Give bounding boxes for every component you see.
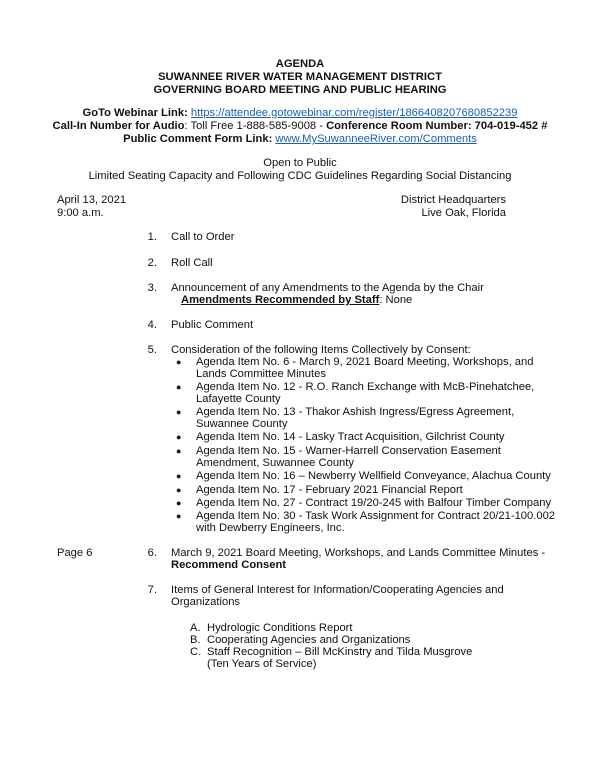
agenda-item-cont: Organizations [171,596,241,608]
comment-link[interactable]: www.MySuwanneeRiver.com/Comments [275,133,477,145]
webinar-label: GoTo Webinar Link: [82,107,188,119]
sub-item: Staff Recognition – Bill McKinstry and Tilda Musgrove [207,646,473,658]
agenda-item: March 9, 2021 Board Meeting, Workshops, and Lands Committee Minutes - [171,547,546,559]
bullet-icon: ● [176,382,182,392]
consent-item-cont: Lafayette County [196,393,281,405]
bullet-icon: ● [176,407,182,417]
consent-item: Agenda Item No. 13 - Thakor Ashish Ingress/Egress Agreement, [196,406,515,418]
webinar-link[interactable]: https://attendee.gotowebinar.com/register/1866408207680852239 [190,107,518,119]
consent-item: Agenda Item No. 15 - Warner-Harrell Conservation Easement [196,445,501,457]
item-number: 7. [147,584,157,596]
sub-item-cont: (Ten Years of Service) [207,658,317,670]
sub-item-letter: C. [190,646,202,658]
item-number: 4. [147,319,157,331]
sub-item-letter: B. [190,634,201,646]
agenda-item: Items of General Interest for Information/Cooperating Agencies and [171,584,504,596]
bullet-icon: ● [176,471,182,481]
agenda-item: Call to Order [171,231,235,243]
page-reference: Page 6 [57,547,93,559]
item-number: 5. [147,344,157,356]
item-number: 6. [147,547,157,559]
location-line1: District Headquarters [400,194,506,206]
consent-item: Agenda Item No. 6 - March 9, 2021 Board Meeting, Workshops, and [196,356,534,368]
meeting-name: GOVERNING BOARD MEETING AND PUBLIC HEARING [153,84,447,96]
amendments-line [181,294,412,307]
conf-number: : 704-019-452 # [467,120,548,132]
bullet-icon: ● [176,511,182,521]
agenda-item: Announcement of any Amendments to the Agenda by the Chair [171,282,484,294]
open-notice: Open to Public [263,157,337,169]
callin-number: : Toll Free 1-888-585-9008 - [184,120,327,132]
consent-item: Agenda Item No. 12 - R.O. Ranch Exchange with McB-Pinehatchee, [196,381,535,393]
callin-line [0,120,600,133]
location-line2: Live Oak, Florida [421,207,506,219]
recommend-consent: Recommend Consent [171,559,286,571]
consent-item-cont: Lands Committee Minutes [196,368,326,380]
agenda-item: Roll Call [171,257,213,269]
sub-item: Cooperating Agencies and Organizations [207,634,411,646]
item-number: 1. [147,231,157,243]
seating-notice: Limited Seating Capacity and Following CDC Guidelines Regarding Social Distancing [88,170,512,182]
meeting-time: 9:00 a.m. [57,207,104,219]
bullet-icon: ● [176,485,182,495]
org-name: SUWANNEE RIVER WATER MANAGEMENT DISTRICT [158,71,442,83]
bullet-icon: ● [176,446,182,456]
consent-item: Agenda Item No. 17 - February 2021 Financial Report [196,484,463,496]
consent-item-cont: with Dewberry Engineers, Inc. [196,522,345,534]
agenda-item: Public Comment [171,319,254,331]
agenda-item: Consideration of the following Items Collectively by Consent: [171,344,471,356]
consent-item-cont: Suwannee County [196,418,288,430]
meeting-date: April 13, 2021 [57,194,127,206]
item-number: 3. [147,282,157,294]
bullet-icon: ● [176,432,182,442]
amendments-label: Amendments Recommended by Staff [181,294,380,306]
bullet-icon: ● [176,498,182,508]
sub-item: Hydrologic Conditions Report [207,622,353,634]
callin-label: Call-In Number for Audio [52,120,185,132]
item-number: 2. [147,257,157,269]
amendments-value: : None [379,294,413,306]
comment-label: Public Comment Form Link: [123,133,273,145]
sub-item-letter: A. [190,622,201,634]
consent-item-cont: Amendment, Suwannee County [196,457,354,469]
consent-item: Agenda Item No. 30 - Task Work Assignment for Contract 20/21-100.002 [196,510,556,522]
conf-label: Conference Room Number [326,120,468,132]
agenda-title: AGENDA [275,58,325,70]
comment-line [0,133,600,146]
consent-item: Agenda Item No. 27 - Contract 19/20-245 with Balfour Timber Company [196,497,552,509]
webinar-line [0,107,600,120]
consent-item: Agenda Item No. 16 – Newberry Wellfield Conveyance, Alachua County [196,470,551,482]
bullet-icon: ● [176,357,182,367]
consent-item: Agenda Item No. 14 - Lasky Tract Acquisition, Gilchrist County [196,431,505,443]
